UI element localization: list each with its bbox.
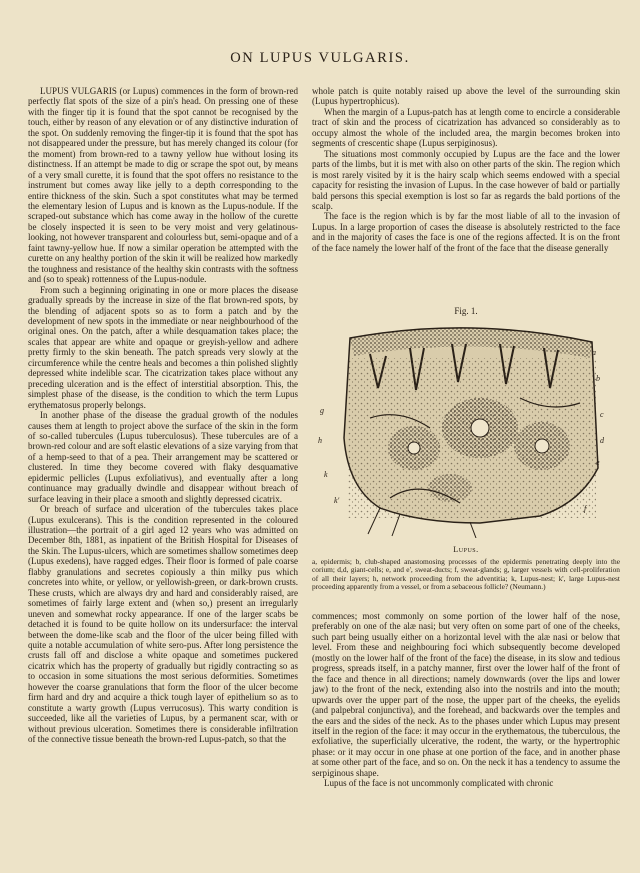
figure-letter: b: [596, 374, 600, 383]
paragraph: The situations most commonly occupied by Lupus are the face and the lower parts of the limbs, but it is met with also on other parts of the skin. The region which is most rarely visited by it is the hairy scalp which seems endowed with a special capacity for resisting the invasion of Lupus. In the case however of bald or partially bald persons this special exemption is lost so far as regards the bald portions of the scalp.: [312, 148, 620, 211]
paragraph: whole patch is quite notably raised up above the level of the surrounding skin (Lupus hypertrophicus).: [312, 86, 620, 107]
paragraph: Or breach of surface and ulceration of the tubercules takes place (Lupus exulcerans). This is the condition represented in the coloured illustration—the portrait of a girl aged 12 years who was admitted on December 8th, 1881, as inpatient of the British Hospital for Diseases of the Skin. The Lupus-ulcers, which are sometimes shallow sometimes deep (Lupus exedens), have ragged edges. Their floor is formed of pale coarse flabby granulations and secretes copiously a thin milky pus which concretes into white, or yellow, or yellowish-green, or dark-brown crusts. These crusts, which are always dry and hard and considerably raised, are sometimes of fairly large extent and (when so,) present an irregularly uneven and somewhat rocky appearance. If one of the larger scabs be detached it is found to be quite hollow on its undersurface: the interval between the dome-like scab and the floor of the ulcer being filled with quite a notable accumulation of white sero-pus. After long persistence the crusts fall off and disclose a white opaque and sometimes puckered cicatrix which has the property of gradually but rigidly contracting so as to occasion in some situations the most serious deformities. Sometimes however the coarse granulations that form the floor of the ulcer become firm hard and dry and acquire a thick tough layer of epithelium so as to constitute a warty growth (Lupus verrucosus). This warty condition is succeeded, like all the varieties of Lupus, by a permanent scar, with or without previous ulceration. Sometimes there is considerable infiltration of the connective tissue beneath the brown-red Lupus-patch, so that the: [28, 504, 298, 745]
figure-caption-title: Lupus.: [453, 545, 479, 554]
paragraph: In another phase of the disease the gradual growth of the nodules causes them at length to project above the surface of the skin in the form of so-called tubercules (Lupus tuberculosus). These tubercules are of a brown-red colour and are soft elastic elevations of a size varying from that of a hemp-seed to that of a pea. Their arrangement may be scattered or clustered. In time they become covered with flaky desquamative epidermic pellicles (Lupus exfoliativus), and eventually after a long continuance may gradually dwindle and disappear without breach of surface leaving in their place a smooth and slightly depressed cicatrix.: [28, 410, 298, 504]
figure-letter: k: [324, 470, 328, 479]
paragraph: The face is the region which is by far the most liable of all to the invasion of Lupus. In a large proportion of cases the disease is absolutely restricted to the face and in the majority of cases the face is one of the regions affected. It is on the front of the face namely the lower half of the front of the face that the disease generally: [312, 211, 620, 253]
figure-letter: e: [596, 458, 600, 467]
figure-letter: h: [318, 436, 322, 445]
figure-letter: f: [584, 504, 587, 513]
figure-letter: a: [592, 348, 596, 357]
page-title: ON LUPUS VULGARIS.: [230, 50, 410, 66]
figure-letter: k': [334, 496, 340, 505]
left-column: [28, 86, 298, 745]
paragraph: When the margin of a Lupus-patch has at length come to encircle a considerable tract of skin and the process of cicatrization has advanced so considerably as to occupy almost the whole of the included area, the margin becomes broken into segments of crescentic shape (Lupus serpiginosus).: [312, 106, 620, 149]
paragraph: From such a beginning originating in one or more places the disease gradually spreads by the increase in size of the flat brown-red spots, by the blending of adjacent spots so as to form a patch and by the development of new spots in the immediate or near neighbourhood of the original ones. On the patch, after a while desquamation takes place; the scales that appear are white and opaque or greyish-yellow and adhere pretty firmly to the skin beneath. The patch spreads very slowly at the circumference while the centre heals and becomes a thin polished slightly depressed white indelible scar. The cicatrization takes place without any preceding ulceration and is the effect of interstitial absorption. This, the simplest phase of the disease, is the condition to which the term Lupus erythematosus properly belongs.: [28, 284, 298, 410]
paragraph: LUPUS VULGARIS (or Lupus) commences in the form of brown-red perfectly flat spots of the size of a pin's head. On pressing one of these with the finger tip it is found that the spot cannot be recognised by the touch, either by reason of any elevation or of any distinctive induration of the spot. On suddenly removing the finger-tip it is found that the spot has not disappeared under the pressure, but has merely changed its colour (for the moment) from brown-red to a tawny yellow hue without losing its distinctness. If an attempt be made to dig or scrape the spot out, by means of a very small curette, it is found that the spot offers no resistance to the instrument but comes away like jelly to a depth corresponding to the entire thickness of the skin. Such a spot constitutes what may be termed the elementary lesion of Lupus and is known as the Lupus-nodule. If the scraped-out substance which has come away in the hollow of the curette be closely inspected it is seen to be very moist and very gelatinous-looking, not however transparent and colourless but, semi-opaque and of a faint tawny-yellow hue. If now a similar operation be attempted with the curette on any healthy portion of the skin it will be realized how markedly the toughness and resistance of the healthy skin contrasts with the softness and (so to speak) rottenness of the Lupus-nodule.: [28, 86, 298, 285]
figure-caption: a, epidermis; b, club-shaped anastomosing processes of the epidermis penetrating deeply into the corium; d,d, giant-cells; e, and e', sweat-ducts; f, sweat-glands; g, larger vessels with cell-proliferation of all their layers; h, network proceeding from the adventitia; k, Lupus-nest; k', large Lupus-nest proceeding apparently from a vessel, or from a sebaceous follicle? (Neumann.): [312, 557, 620, 591]
histology-figure: [318, 318, 608, 538]
figure-letter: g: [320, 406, 324, 415]
paragraph: commences; most commonly on some portion of the lower half of the nose, preferably on one of the alæ nasi; but very often on some part of one of the cheeks, such part being usually either on a horizontal level with the alæ nasi or below that level. From these and neighbouring foci which subsequently become developed (mostly on the lower half of the front of the face) the disease, in its slow and tedious progress, spreads itself, in a patchy manner, first over the lower half of the front of the face and thence in all directions; namely downwards (over the lips and lower jaw) to the front of the neck, extending also into the nostrils and into the mouth; upwards over the upper part of the nose, the upper part of the cheeks, the eyelids (and palpebral conjunctiva), and the forehead, and backwards over the temples and the ears and the sides of the neck. As to the phases under which Lupus may present itself in the region of the face: it may occur in the erythematous, the tuberculous, the exfoliative, the superficially ulcerative, the rodent, the warty, or the hypertrophic phase: or it may occur in one phase at one portion of the face, and in another phase at some other part of the face, and so on. On the neck it has a tendency to assume the serpiginous shape.: [312, 611, 620, 778]
figure-letter: d: [600, 436, 604, 445]
figure-letter: c: [600, 410, 604, 419]
figure-label: Fig. 1.: [454, 306, 478, 316]
histology-illustration: [330, 318, 608, 538]
paragraph: Lupus of the face is not uncommonly complicated with chronic: [324, 778, 554, 789]
right-column-top: [312, 86, 620, 253]
right-column-bottom: [312, 611, 620, 789]
